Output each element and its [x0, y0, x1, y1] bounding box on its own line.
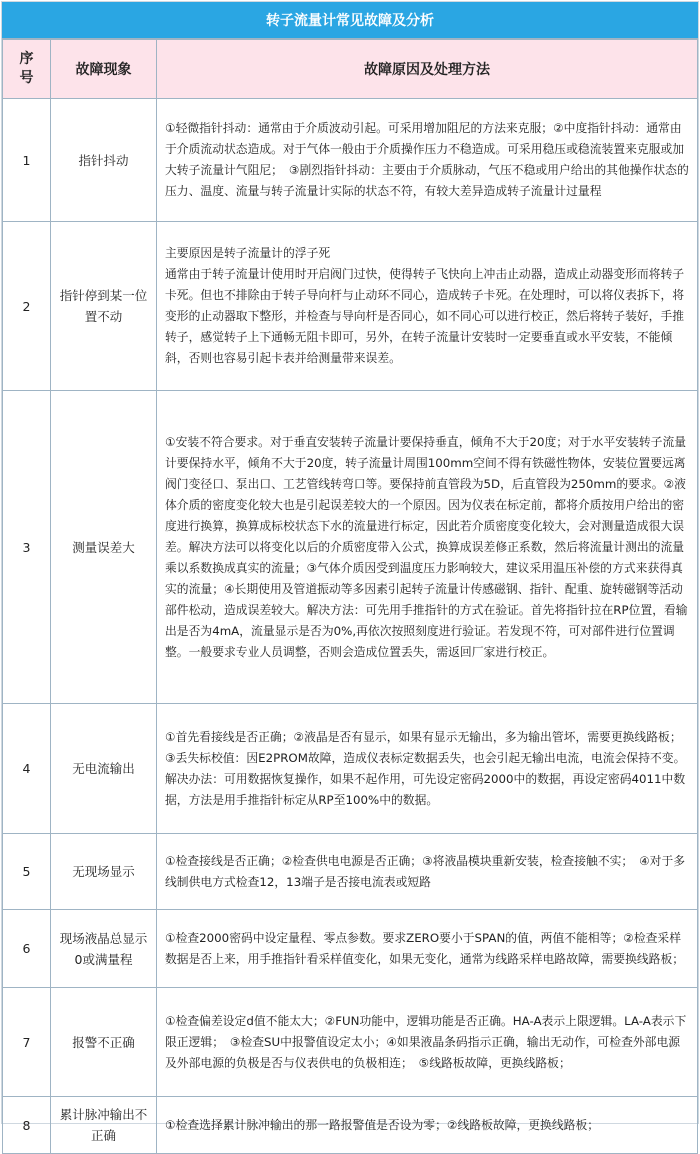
row-cause: ①检查偏差设定d值不能太大；②FUN功能中，逻辑功能是否正确。HA-A表示上限逻辑。LA-A表示下限正逻辑； ③检查SU中报警值设定太小；④如果液晶条码指示正确，输出无动作，可检查外部电源及外部电源的负极是否与仪表供电的负极相连； ⑤线路板故障，更换线路板； — [157, 988, 698, 1097]
row-number: 2 — [3, 222, 51, 391]
row-number: 4 — [3, 704, 51, 834]
row-symptom: 报警不正确 — [51, 988, 157, 1097]
row-symptom: 累计脉冲输出不正确 — [51, 1097, 157, 1154]
row-cause: ①轻微指针抖动：通常由于介质波动引起。可采用增加阻尼的方法来克服；②中度指针抖动：通常由于介质流动状态造成。对于气体一般由于介质操作压力不稳造成。可采用稳压或稳流装置来克服或加大转子流量计气阻尼； ③剧烈指针抖动：主要由于介质脉动，气压不稳或用户给出的其他操作状态的压力、温度、流量与转子流量计实际的状态不符，有较大差异造成转子流量计过量程 — [157, 99, 698, 222]
fault-table — [2, 39, 698, 1154]
table-row — [3, 988, 698, 1097]
table-row — [3, 391, 698, 704]
row-symptom: 无电流输出 — [51, 704, 157, 834]
table-row — [3, 1097, 698, 1154]
table-row — [3, 704, 698, 834]
row-cause: ①检查选择累计脉冲输出的那一路报警值是否设为零；②线路板故障，更换线路板； — [157, 1097, 698, 1154]
row-number: 3 — [3, 391, 51, 704]
row-number: 5 — [3, 834, 51, 910]
table-row — [3, 910, 698, 988]
row-symptom: 测量误差大 — [51, 391, 157, 704]
row-number: 6 — [3, 910, 51, 988]
table-row — [3, 99, 698, 222]
table-row — [3, 222, 698, 391]
row-number: 1 — [3, 99, 51, 222]
header-symptom: 故障现象 — [51, 40, 157, 99]
table-header-row — [3, 40, 698, 99]
row-symptom: 无现场显示 — [51, 834, 157, 910]
header-number — [3, 40, 51, 99]
header-number-line1: 序 — [19, 51, 34, 67]
fault-analysis-document — [1, 1, 699, 1143]
row-cause: ①检查接线是否正确；②检查供电电源是否正确；③将液晶模块重新安装，检查接触不实； ④对于多线制供电方式检查12，13端子是否接电流表或短路 — [157, 834, 698, 910]
row-number: 8 — [3, 1097, 51, 1154]
row-number: 7 — [3, 988, 51, 1097]
table-title: 转子流量计常见故障及分析 — [2, 2, 698, 39]
header-cause: 故障原因及处理方法 — [157, 40, 698, 99]
row-cause: ①首先看接线是否正确；②液晶是否有显示，如果有显示无输出，多为输出管坏，需要更换线路板； ③丢失标校值：因E2PROM故障，造成仪表标定数据丢失，也会引起无输出电流，电流会保持不变。解决办法：可用数据恢复操作，如果不起作用，可先设定密码2000中的数据，再设定密码4011中数据，方法是用手推指针标定从RP至100%中的数据。 — [157, 704, 698, 834]
header-number-line2: 号 — [19, 70, 34, 86]
row-symptom: 现场液晶总显示0或满量程 — [51, 910, 157, 988]
table-row — [3, 834, 698, 910]
row-cause: 主要原因是转子流量计的浮子死 通常由于转子流量计使用时开启阀门过快，使得转子飞快向上冲击止动器，造成止动器变形而将转子卡死。但也不排除由于转子导向杆与止动环不同心，造成转子卡死。在处理时，可以将仪表拆下，将变形的止动器取下整形，并检查与导向杆是否同心，如不同心可以进行校正，然后将转子装好，手推转子，感觉转子上下通畅无阻卡即可，另外，在转子流量计安装时一定要垂直或水平安装，不能倾斜，否则也容易引起卡表并给测量带来误差。 — [157, 222, 698, 391]
row-cause: ①检查2000密码中设定量程、零点参数。要求ZERO要小于SPAN的值，两值不能相等；②检查采样数据是否上来，用手推指针看采样值变化，如果无变化，通常为线路采样电路故障，需要换线路板； — [157, 910, 698, 988]
row-cause: ①安装不符合要求。对于垂直安装转子流量计要保持垂直，倾角不大于20度；对于水平安装转子流量计要保持水平，倾角不大于20度，转子流量计周围100mm空间不得有铁磁性物体，安装位置要远离阀门变径口、泵出口、工艺管线转弯口等。要保持前直管段为5D，后直管段为250mm的要求。②液体介质的密度变化较大也是引起误差较大的一个原因。因为仪表在标定前，都将介质按用户给出的密度进行换算，换算成标校状态下水的流量进行标定，因此若介质密度变化较大，会对测量造成很大误差。解决方法可以将变化以后的介质密度带入公式，换算成误差修正系数，然后将流量计测出的流量乘以系数换成真实的流量；③气体介质因受到温度压力影响较大，建议采用温压补偿的方式来获得真实的流量；④长期使用及管道振动等多因素引起转子流量计传感磁钢、指针、配重、旋转磁钢等活动部件松动，造成误差较大。解决方法：可先用手推指针的方式在验证。首先将指针拉在RP位置，看输出是否为4mA，流量显示是否为0%,再依次按照刻度进行验证。若发现不符，可对部件进行位置调整。一般要求专业人员调整，否则会造成位置丢失，需返回厂家进行校正。 — [157, 391, 698, 704]
row-symptom: 指针停到某一位置不动 — [51, 222, 157, 391]
row-symptom: 指针抖动 — [51, 99, 157, 222]
